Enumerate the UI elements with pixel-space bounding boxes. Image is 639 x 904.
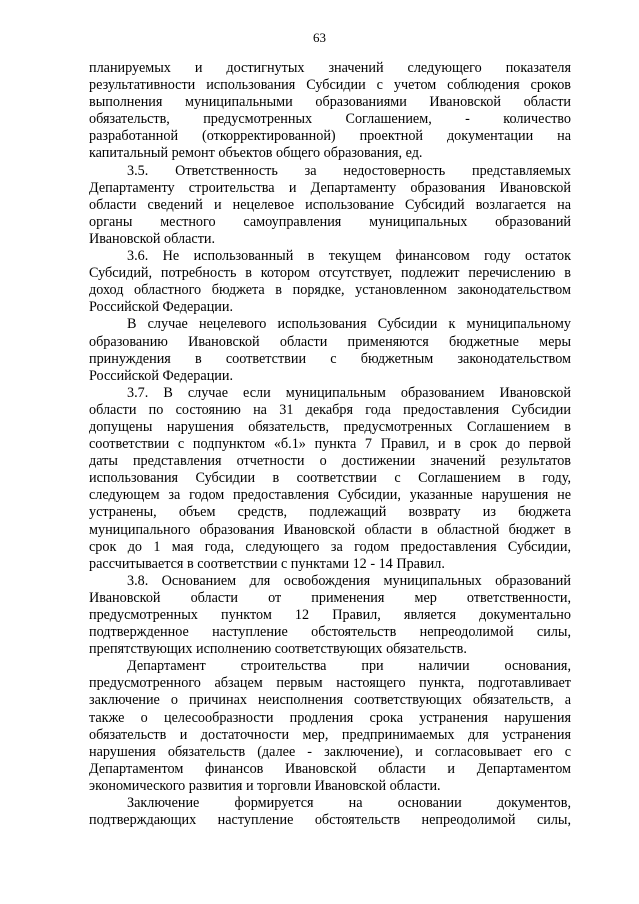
paragraph-line: рассчитывается в соответствии с пунктами 12 - 14 Правил. bbox=[89, 555, 445, 572]
paragraph-line: области по состоянию на 31 декабря года предоставления Субсидии bbox=[89, 401, 571, 418]
paragraph-line: срок до 1 мая года, следующего за годом предоставления Субсидии, bbox=[89, 538, 571, 555]
paragraph-line: подтвержденное наступление обстоятельств непреодолимой силы, bbox=[89, 624, 571, 641]
paragraph-line: планируемых и достигнутых значений следующего показателя bbox=[89, 60, 571, 76]
paragraph-line: использования Субсидии в соответствии с Соглашением в году, bbox=[89, 470, 571, 487]
paragraph-line: предусмотренного абзацем первым настоящего пункта, подготавливает bbox=[89, 675, 571, 692]
paragraph-line: соответствии с подпунктом «б.1» пункта 7 Правил, и в срок до первой bbox=[89, 436, 571, 453]
paragraph-line: Департаменту строительства и Департаменту образования Ивановской bbox=[89, 179, 571, 196]
paragraph-line: образованию Ивановской области применяются бюджетные меры bbox=[89, 333, 571, 350]
paragraph-line: устранены, объем средств, подлежащий возврату из бюджета bbox=[89, 504, 571, 521]
paragraph-line: результативности использования Субсидии с учетом соблюдения сроков bbox=[89, 77, 571, 94]
paragraph-line: выполнения муниципальными образованиями Ивановской области bbox=[89, 94, 571, 111]
paragraph-line: Департаментом финансов Ивановской области и Департаментом bbox=[89, 760, 571, 777]
paragraph-line: обязательств, предусмотренных Соглашением, - количество bbox=[89, 111, 571, 128]
paragraph-line: следующем за годом предоставления Субсидии, указанные нарушения не bbox=[89, 487, 571, 504]
paragraph-line: допущены нарушения обязательств, предусмотренных Соглашением в bbox=[89, 418, 571, 435]
paragraph-line: предусмотренных пунктом 12 Правил, является документально bbox=[89, 607, 571, 623]
paragraph-line: области сведений и нецелевое использование Субсидий возлагается на bbox=[89, 196, 571, 213]
paragraph-line: В случае нецелевого использования Субсидии к муниципальному bbox=[127, 316, 571, 333]
paragraph-line: 3.7. В случае если муниципальным образованием Ивановской bbox=[127, 384, 571, 401]
paragraph-line: 3.5. Ответственность за недостоверность представляемых bbox=[127, 162, 571, 179]
document-body bbox=[89, 60, 571, 829]
paragraph-line: даты представления отчетности о достижении значений результатов bbox=[89, 453, 571, 470]
paragraph-line: Российской Федерации. bbox=[89, 367, 234, 384]
paragraph-line: подтверждающих наступление обстоятельств непреодолимой силы, bbox=[89, 812, 571, 829]
paragraph-line: органы местного самоуправления муниципальных образований bbox=[89, 213, 571, 230]
paragraph-line: Департамент строительства при наличии основания, bbox=[127, 658, 571, 675]
paragraph-line: нарушения обязательств (далее - заключение), и согласовывает его с bbox=[89, 743, 571, 760]
paragraph-line: разработанной (откорректированной) проектной документации на bbox=[89, 128, 571, 145]
paragraph-line: 3.6. Не использованный в текущем финансовом году остаток bbox=[127, 248, 571, 265]
paragraph-line: принуждения в соответствии с бюджетным законодательством bbox=[89, 350, 571, 367]
paragraph-line: заключение о причинах неисполнения соответствующих обязательств, а bbox=[89, 692, 571, 709]
paragraph-line: Ивановской области. bbox=[89, 230, 216, 247]
paragraph-line: Заключение формируется на основании документов, bbox=[127, 795, 571, 812]
paragraph-line: Российской Федерации. bbox=[89, 299, 234, 316]
paragraph-line: Субсидий, потребность в котором отсутствует, подлежит перечислению в bbox=[89, 265, 571, 282]
paragraph-line: муниципального образования Ивановской области в областной бюджет в bbox=[89, 521, 571, 538]
paragraph-line: также о целесообразности продления срока устранения нарушения bbox=[89, 709, 571, 726]
page-number: 63 bbox=[313, 30, 326, 45]
paragraph-line: доход областного бюджета в порядке, установленном законодательством bbox=[89, 282, 571, 299]
paragraph-line: обязательств и достаточности мер, предпринимаемых для устранения bbox=[89, 726, 571, 743]
paragraph-line: капитальный ремонт объектов общего образования, ед. bbox=[89, 145, 423, 162]
paragraph-line: экономического развития и торговли Ивановской области. bbox=[89, 777, 441, 794]
paragraph-line: препятствующих исполнению соответствующих обязательств. bbox=[89, 641, 467, 658]
paragraph-line: 3.8. Основанием для освобождения муниципальных образований bbox=[127, 572, 571, 589]
paragraph-line: Ивановской области от применения мер ответственности, bbox=[89, 589, 571, 606]
